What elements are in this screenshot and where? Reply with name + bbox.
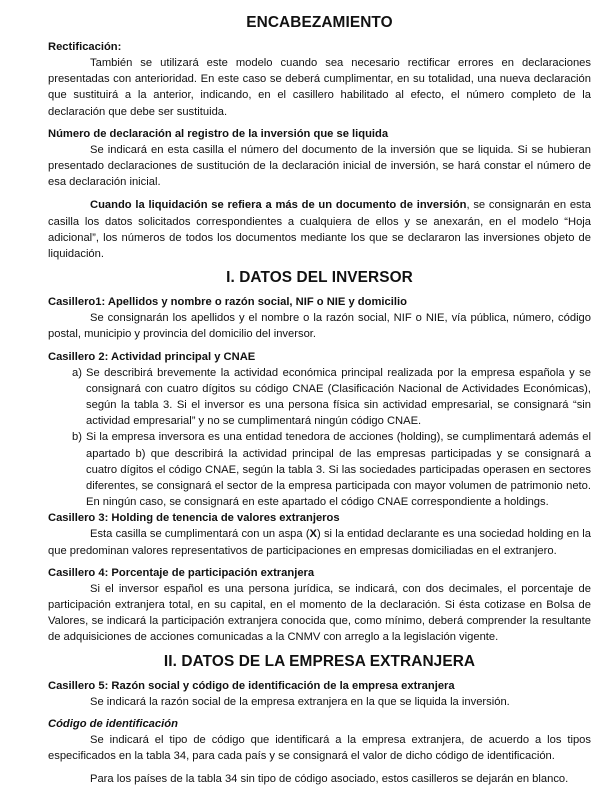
liquidacion-text: , se consignarán en esta casilla los datos solicitados correspondientes a cualquiera de ellos y se anexarán, en el modelo “Hoja adicional”, los números de todos los documentos mediante los que se declararon las inversiones objeto de liquidación. xyxy=(48,199,591,261)
paragraph-rectificacion: También se utilizará este modelo cuando sea necesario rectificar errores en declaraciones presentadas con anterioridad. En este caso se deberá cumplimentar, en su totalidad, una nueva declaración que sustituirá a la anterior, indicando, en el casillero habilitado al efecto, el número completo de la declaración que debe ser sustituida. xyxy=(48,57,591,118)
casillero-2-list xyxy=(48,365,591,511)
casillero-3-text-pre: Esta casilla se cumplimentará con un aspa ( xyxy=(90,528,310,541)
paragraph-codigo-identificacion: Se indicará el tipo de código que identificará a la empresa extranjera, de acuerdo a los tipos especificados en la tabla 34, para cada país y se consignará el valor de dicho código de identificación. xyxy=(48,733,591,763)
liquidacion-bold-text: Cuando la liquidación se refiera a más de un documento de inversión xyxy=(90,199,467,212)
heading-casillero-5: Casillero 5: Razón social y código de identificación de la empresa extranjera xyxy=(48,679,455,692)
paragraph-casillero-1: Se consignarán los apellidos y el nombre o la razón social, NIF o NIE, vía pública, número, código postal, municipio y provincia del domicilio del inversor. xyxy=(48,312,591,341)
heading-rectificacion: Rectificación: xyxy=(48,41,122,53)
list-item xyxy=(48,365,591,430)
heading-casillero-1: Casillero1: Apellidos y nombre o razón social, NIF o NIE y domicilio xyxy=(48,296,407,309)
paragraph-casillero-4: Si el inversor español es una persona jurídica, se indicará, con dos decimales, el porcentaje de participación extranjera total, en su capital, en el momento de la declaración. Si ésta cotizase en Bolsa de Valores, se indicará la participación extranjera conocida que, como mínimo, deberá comprender la resultante de adquisiciones de acciones comunicadas a la CNMV con arreglo a la legislación vigente. xyxy=(48,582,591,644)
paragraph-casillero-5: Se indicará la razón social de la empresa extranjera en la que se liquida la inversión. xyxy=(90,695,510,708)
paragraph-numero-declaracion: Se indicará en esta casilla el número del documento de la inversión que se liquida. Si se hubieran presentado declaraciones de sustitución de la declaración inicial de inversión, se hará constar el número de esa declaración inicial. xyxy=(48,143,591,189)
heading-casillero-3: Casillero 3: Holding de tenencia de valores extranjeros xyxy=(48,512,340,525)
paragraph-codigo-sin-tipo: Para los países de la tabla 34 sin tipo de código asociado, estos casilleros se dejarán en blanco. xyxy=(90,773,569,786)
heading-casillero-4: Casillero 4: Porcentaje de participación extranjera xyxy=(48,566,315,579)
section-title-encabezamiento: ENCABEZAMIENTO xyxy=(246,14,393,31)
heading-numero-declaracion: Número de declaración al registro de la inversión que se liquida xyxy=(48,127,389,140)
list-marker: b) xyxy=(72,431,82,444)
list-item xyxy=(48,429,591,510)
casillero-3-text-post: ) si la entidad declarante es una sociedad holding en la que predominan valores representativos de participaciones en empresas domiciliadas en el extranjero. xyxy=(48,528,591,557)
heading-codigo-identificacion: Código de identificación xyxy=(48,717,178,730)
paragraph-liquidacion xyxy=(48,197,591,262)
heading-casillero-2: Casillero 2: Actividad principal y CNAE xyxy=(48,350,256,363)
list-marker: a) xyxy=(72,366,82,379)
section-title-inversor: I. DATOS DEL INVERSOR xyxy=(226,269,413,287)
aspa-mark: X xyxy=(309,528,318,541)
list-item-text: Si la empresa inversora es una entidad tenedora de acciones (holding), se cumplimentará además el apartado b) que describirá la actividad principal de las empresas participadas y se consignará a cuatro dígitos el código CNAE, según la tabla 3. Si las sociedades participadas operasen en sectores diferentes, se consignará el sector de la empresa participada con mayor volumen de patrimonio neto. En ningún caso, se consignará en este apartado el código CNAE correspondiente a holdings. xyxy=(86,431,591,509)
list-item-text: Se describirá brevemente la actividad económica principal realizada por la empresa española y se consignará con cuatro dígitos su código CNAE (Clasificación Nacional de Actividades Económicas), según la tabla 3. Si el inversor es una persona física sin actividad empresarial, se consignará “sin actividad empresarial” y no se cumplimentará ningún código CNAE. xyxy=(86,366,591,428)
paragraph-casillero-3 xyxy=(48,526,591,558)
section-title-empresa: II. DATOS DE LA EMPRESA EXTRANJERA xyxy=(163,652,476,670)
